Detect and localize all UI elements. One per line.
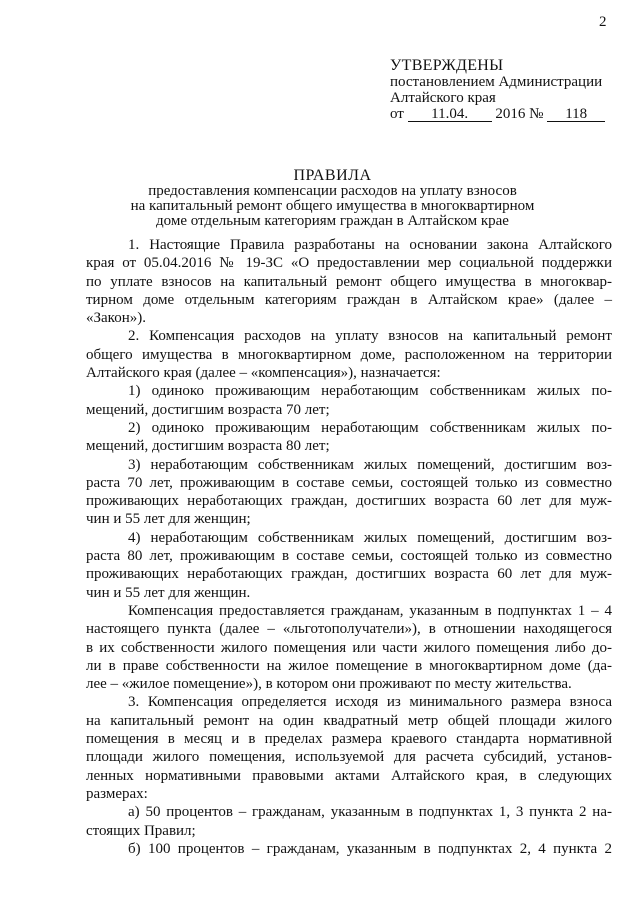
text-line: по уплате взносов на капитальный ремонт общего имущества в многоквар- bbox=[86, 273, 612, 290]
approval-line-1: постановлением Администрации bbox=[390, 74, 603, 90]
text-line: а) 50 процентов – гражданам, указанным в подпунктах 1, 3 пункта 2 на- bbox=[128, 804, 612, 821]
document-body bbox=[86, 236, 612, 858]
text-line: 1. Настоящие Правила разработаны на основании закона Алтайского bbox=[128, 237, 612, 253]
text-line: 1) одиноко проживающим неработающим собственникам жилых по- bbox=[128, 383, 612, 400]
approval-from-label: от bbox=[390, 106, 404, 122]
text-line: 3) неработающим собственникам жилых помещений, достигшим воз- bbox=[128, 456, 612, 473]
approval-number: 118 bbox=[547, 107, 605, 122]
text-line: общего имущества в многоквартирном доме, расположенном на территории bbox=[86, 346, 612, 363]
text-line: раста 80 лет, проживающим в составе семьи, состоящей только из совместно bbox=[86, 548, 612, 565]
approval-year: 2016 № bbox=[495, 106, 544, 122]
text-line: лее – «жилое помещение»), в котором они проживают по месту жительства. bbox=[86, 676, 572, 693]
text-line: 2. Компенсация расходов на уплату взносов на капитальный ремонт bbox=[128, 328, 612, 345]
text-line: «Закон»). bbox=[86, 310, 146, 327]
text-line: на капитальный ремонт на один квадратный метр общей площади жилого bbox=[86, 712, 612, 729]
text-line: мещений, достигшим возраста 80 лет; bbox=[86, 438, 330, 455]
text-line: помещения в месяц и в пределах размера краевого стандарта нормативной bbox=[86, 731, 612, 748]
title-main: ПРАВИЛА bbox=[293, 167, 372, 184]
text-line: 2) одиноко проживающим неработающим собственникам жилых по- bbox=[128, 419, 612, 436]
text-line: Алтайского края (далее – «компенсация»), назначается: bbox=[86, 365, 441, 382]
title-sub-2: на капитальный ремонт общего имущества в многоквартирном bbox=[130, 198, 535, 214]
page-number: 2 bbox=[599, 14, 607, 30]
text-line: раста 70 лет, проживающим в составе семьи, состоящей только из совместно bbox=[86, 474, 612, 491]
document-title bbox=[60, 168, 605, 229]
approval-block bbox=[390, 58, 605, 122]
text-line: ли в праве собственности на жилое помещение в многоквартирном доме (да- bbox=[86, 657, 612, 674]
text-line: Компенсация предоставляется гражданам, указанным в подпунктах 1 – 4 bbox=[128, 602, 612, 619]
approval-date-row bbox=[390, 106, 605, 122]
text-line: б) 100 процентов – гражданам, указанным в подпунктах 2, 4 пункта 2 bbox=[128, 840, 612, 857]
text-line: настоящего пункта (далее – «льготополучатели»), в отношении находящегося bbox=[86, 621, 612, 638]
text-line: тирном доме отдельным категориям граждан в Алтайском крае» (далее – bbox=[86, 291, 612, 308]
text-line: чин и 55 лет для женщин. bbox=[86, 584, 251, 601]
text-line: ленных нормативными правовыми актами Алтайского края, в следующих bbox=[86, 767, 612, 784]
text-line: 3. Компенсация определяется исходя из минимального размера взноса bbox=[128, 694, 612, 711]
text-line: проживающих неработающих граждан, достигших возраста 60 лет для муж- bbox=[86, 493, 612, 510]
approval-heading: УТВЕРЖДЕНЫ bbox=[390, 57, 504, 74]
title-sub-3: доме отдельным категориям граждан в Алтайском крае bbox=[156, 213, 509, 229]
text-line: площади жилого помещения, используемой для расчета субсидий, установ- bbox=[86, 749, 612, 766]
text-line: размерах: bbox=[86, 785, 148, 802]
text-line: мещений, достигшим возраста 70 лет; bbox=[86, 401, 330, 418]
approval-line-2: Алтайского края bbox=[390, 90, 496, 106]
text-line: 4) неработающим собственникам жилых помещений, достигшим воз- bbox=[128, 529, 612, 546]
title-sub-1: предоставления компенсации расходов на уплату взносов bbox=[148, 183, 517, 199]
text-line: проживающих неработающих граждан, достигших возраста 60 лет для муж- bbox=[86, 566, 612, 583]
text-line: стоящих Правил; bbox=[86, 822, 196, 839]
text-line: чин и 55 лет для женщин; bbox=[86, 511, 251, 528]
approval-date: 11.04. bbox=[408, 107, 492, 122]
text-line: края от 05.04.2016 № 19-ЗС «О предоставлении мер социальной поддержки bbox=[86, 255, 612, 272]
text-line: в их собственности жилого помещения или части жилого помещения либо до- bbox=[86, 639, 612, 656]
